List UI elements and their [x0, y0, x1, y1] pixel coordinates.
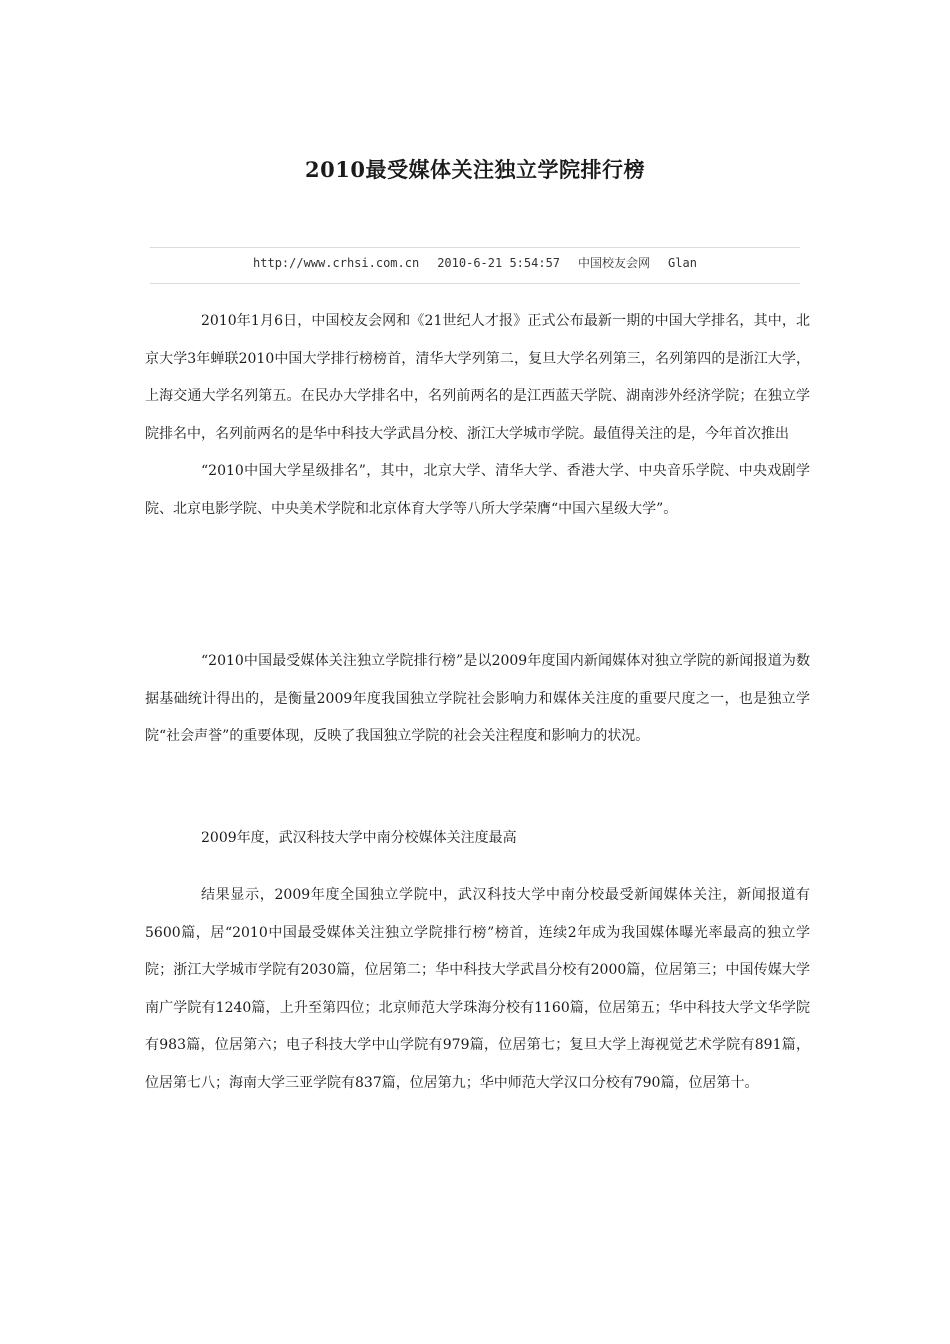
paragraph-intro: 2010年1月6日，中国校友会网和《21世纪人才报》正式公布最新一期的中国大学排名，其中，北京大学3年蝉联2010中国大学排行榜榜首，清华大学列第二，复旦大学名列第三，名列第四的是浙江大学，上海交通大学名列第五。在民办大学排名中，名列前两名的是江西蓝天学院、湖南涉外经济学院；在独立学院排名中，名列前两名的是华中科技大学武昌分校、浙江大学城市学院。最值得关注的是，今年首次推出: [145, 313, 810, 442]
meta-url[interactable]: http://www.crhsi.com.cn: [253, 256, 420, 270]
meta-source: 中国校友会网: [578, 256, 651, 270]
meta-author: Glan: [668, 256, 697, 270]
article-body-block-4: [145, 877, 810, 1102]
paragraph-star-ranking: “2010中国大学星级排名”，其中，北京大学、清华大学、香港大学、中央音乐学院、中央戏剧学院、北京电影学院、中央美术学院和北京体育大学等八所大学荣膺“中国六星级大学”。: [145, 463, 810, 517]
article-body-block-1: [145, 303, 810, 528]
meta-datetime: 2010-6-21 5:54:57: [437, 256, 561, 270]
article-meta: [150, 254, 800, 271]
meta-bottom-divider: [150, 283, 800, 284]
article-body-block-2: [145, 643, 810, 756]
paragraph-results: 结果显示，2009年度全国独立学院中，武汉科技大学中南分校最受新闻媒体关注，新闻报道有5600篇，居“2010中国最受媒体关注独立学院排行榜”榜首，连续2年成为我国媒体曝光率最高的独立学院；浙江大学城市学院有2030篇，位居第二；华中科技大学武昌分校有2000篇，位居第三；中国传媒大学南广学院有1240篇，上升至第四位；北京师范大学珠海分校有1160篇，位居第五；华中科技大学文华学院有983篇，位居第六；电子科技大学中山学院有979篇，位居第七；复旦大学上海视觉艺术学院有891篇，位居第七八；海南大学三亚学院有837篇，位居第九；华中师范大学汉口分校有790篇，位居第十。: [145, 887, 810, 1091]
article-body-block-3: [145, 820, 810, 858]
paragraph-ranking-description: “2010中国最受媒体关注独立学院排行榜”是以2009年度国内新闻媒体对独立学院的新闻报道为数据基础统计得出的，是衡量2009年度我国独立学院社会影响力和媒体关注度的重要尺度之一，也是独立学院“社会声誉”的重要体现，反映了我国独立学院的社会关注程度和影响力的状况。: [145, 653, 810, 744]
section-heading-2009: 2009年度，武汉科技大学中南分校媒体关注度最高: [201, 830, 517, 846]
meta-top-divider: [150, 247, 800, 248]
article-title: 2010最受媒体关注独立学院排行榜: [305, 157, 645, 183]
